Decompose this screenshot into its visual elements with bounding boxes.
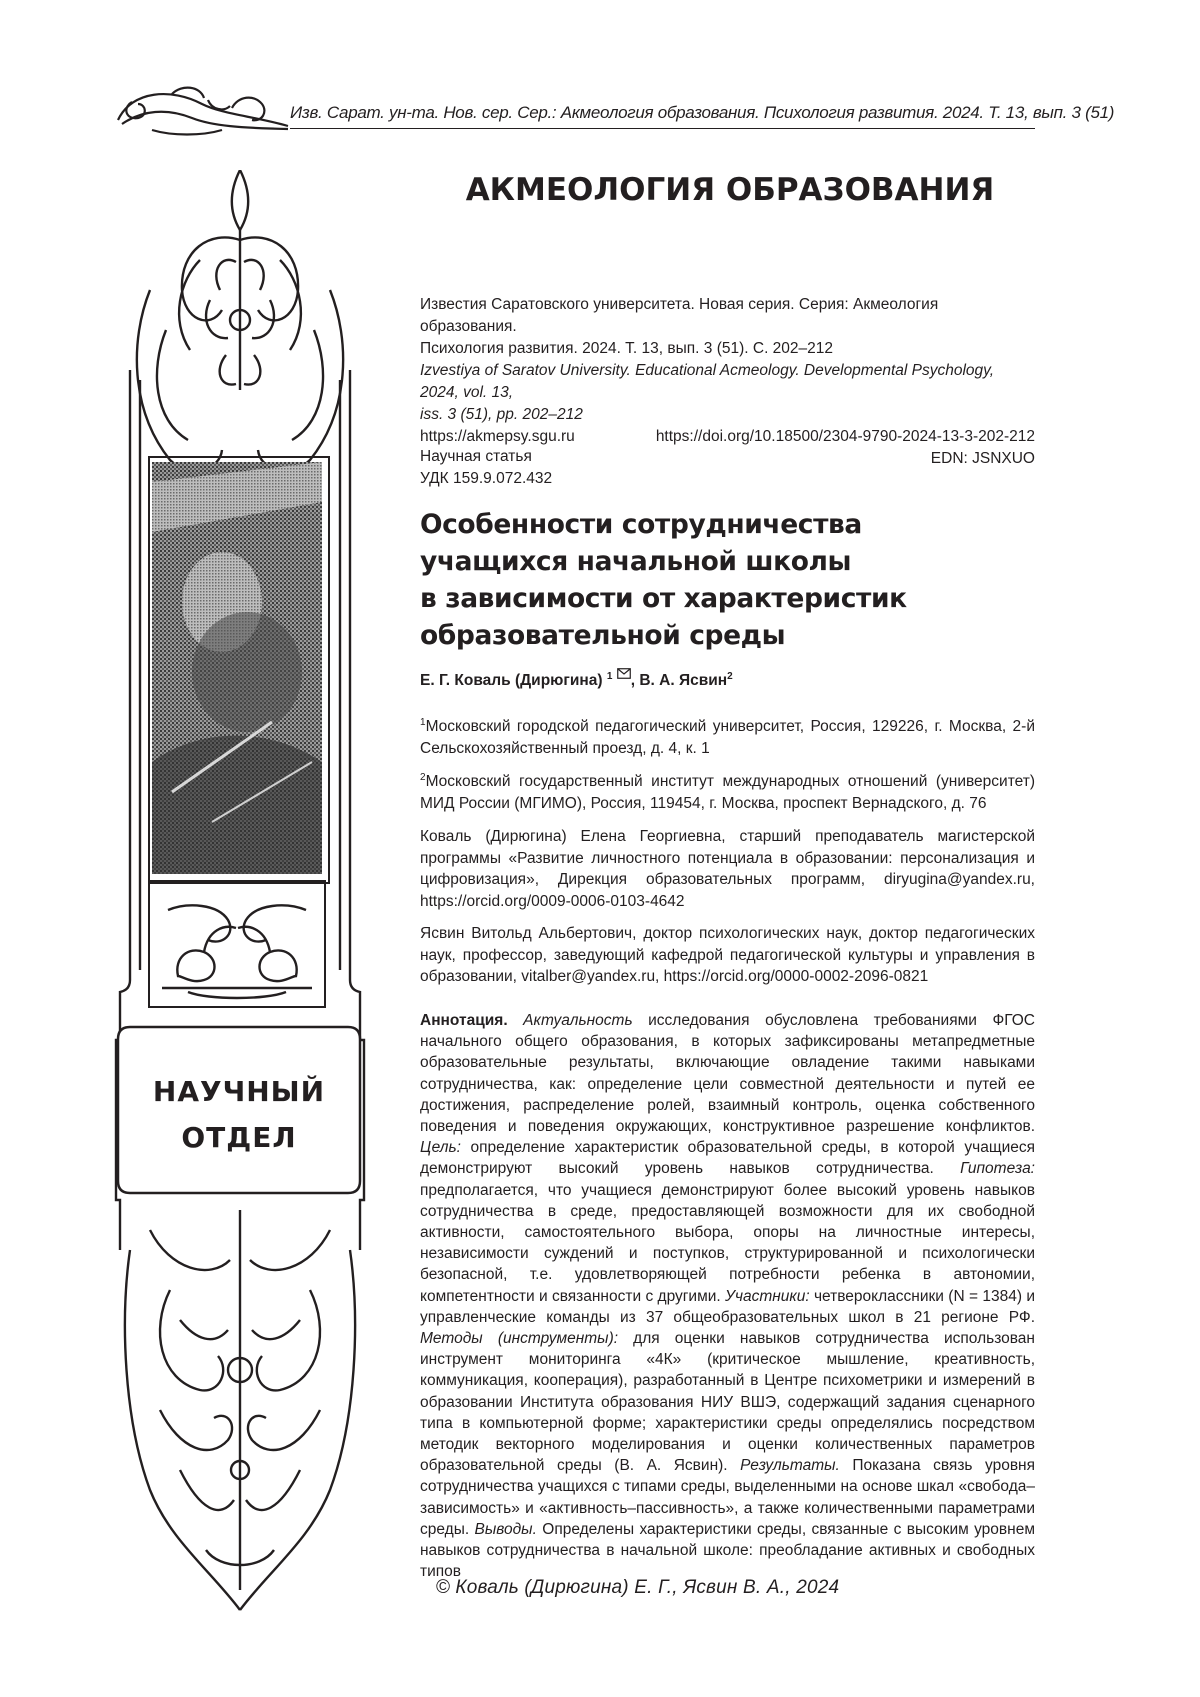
- abstract-keyword: Методы (инструменты):: [420, 1330, 619, 1348]
- abstract-label: Аннотация.: [420, 1012, 508, 1029]
- affiliation-text: Московский городской педагогический университет, Россия, 129226, г. Москва, 2-й Сельскохозяйственный проезд, д. 4, к. 1: [420, 718, 1035, 757]
- author-separator: ,: [630, 672, 640, 689]
- author-info: Ясвин Витольд Альбертович, доктор психологических наук, доктор педагогических наук, профессор, заведующий кафедрой педагогической культуры и управления в образовании, vitalber@yandex.ru, https://orcid.org/0000-0002-2096-0821: [420, 925, 1035, 985]
- small-ornament: [148, 880, 326, 1008]
- author-info: Коваль (Дирюгина) Елена Георгиевна, старший преподаватель магистерской программы «Развитие личностного потенциала в образовании: персонализация и цифровизация», Дирекция образовательных программ, diryugina@yandex.ru, https://orcid.org/0009-0006-0103-4642: [420, 828, 1035, 910]
- affiliation-sup: 1: [420, 717, 426, 728]
- running-header: Изв. Сарат. ун-та. Нов. сер. Сер.: Акмеология образования. Психология развития. 2024. Т. 13, вып. 3 (51): [290, 103, 1115, 122]
- author-sup: 1: [606, 670, 613, 682]
- abstract-text: четвероклассники (N = 1384) и управленческие команды из 37 общеобразовательных школ в 21 регионе РФ.: [420, 1287, 1035, 1326]
- department-box: [116, 1025, 362, 1195]
- classroom-photo: [152, 462, 322, 874]
- title-line: в зависимости от характеристик: [420, 583, 907, 614]
- en-citation-line: Izvestiya of Saratov University. Educational Acmeology. Developmental Psychology, 2024, vol. 13,: [420, 362, 995, 401]
- ru-citation-line: Психология развития. 2024. Т. 13, вып. 3 (51). С. 202–212: [420, 340, 834, 357]
- abstract-text: для оценки навыков сотрудничества использован инструмент мониторинга «4К» (критическое мышление, креативность, коммуникация, кооперация), разработанный в Центре психометрики и измерений в образовании Института образования НИУ ВШЭ, содержащий задания сценарного типа в компьютерной форме; характеристики среды определялись посредством методик векторного моделирования и оценки количественных параметров образовательной среды (В. А. Ясвин).: [420, 1330, 1035, 1475]
- article-type-block: [420, 446, 552, 490]
- abstract: [420, 1010, 1035, 1582]
- title-line: учащихся начальной школы: [420, 546, 852, 577]
- copyright: © Коваль (Дирюгина) Е. Г., Ясвин В. А., 2024: [435, 1577, 840, 1598]
- abstract-text: Определены характеристики среды, связанные с высоким уровнем навыков сотрудничества в начальной школе: преобладание активных и свободных типов: [420, 1520, 1035, 1581]
- abstract-text: предполагается, что учащиеся демонстрируют более высокий уровень навыков сотрудничества в среде, предоставляющей возможности для их свободной активности, самостоятельного выбора, опоры на личностные интересы, независимости суждений и поступков, структурированной и психологически безопасной, т.е. удовлетворяющей потребности ребенка в автономии, компетентности и связанности с другими.: [420, 1181, 1035, 1305]
- abstract-text: исследования обусловлена требованиями ФГОС начального общего образования, в которых зафиксированы метапредметные образовательные результаты, включающие овладение такими навыками сотрудничества, как: определение цели совместной деятельности и путей ее достижения, распределение ролей, взаимный контроль, оценка собственного поведения и поведения окружающих, конструктивное разрешение конфликтов.: [420, 1012, 1035, 1136]
- abstract-keyword: Результаты.: [740, 1457, 840, 1475]
- abstract-keyword: Участники:: [725, 1287, 810, 1305]
- envelope-icon[interactable]: [617, 668, 631, 679]
- abstract-keyword: Актуальность: [523, 1012, 633, 1029]
- abstract-text: определение характеристик образовательной среды, в которой учащиеся демонстрируют высокий уровень навыков сотрудничества.: [420, 1139, 1035, 1178]
- affiliation-sup: 2: [420, 772, 426, 783]
- affiliation: [420, 712, 1035, 759]
- edn-code: EDN: JSNXUO: [930, 450, 1035, 467]
- authors: [420, 668, 733, 690]
- header-ornament: [112, 80, 292, 140]
- abstract-keyword: Выводы.: [474, 1520, 537, 1538]
- department-label: НАУЧНЫЙ ОТДЕЛ: [152, 1075, 326, 1154]
- author-name: В. А. Ясвин: [639, 672, 728, 689]
- abstract-keyword: Цель:: [420, 1139, 461, 1157]
- udk-code: УДК 159.9.072.432: [420, 470, 553, 487]
- title-line: Особенности сотрудничества: [420, 509, 862, 540]
- doi-link[interactable]: https://doi.org/10.18500/2304-9790-2024-13-3-202-212: [655, 428, 1035, 445]
- article-title: [420, 506, 980, 654]
- affiliation: [420, 767, 1035, 814]
- author-sup: 2: [727, 670, 733, 682]
- site-link[interactable]: https://akmepsy.sgu.ru: [420, 428, 575, 445]
- author-name: Е. Г. Коваль (Дирюгина): [420, 672, 603, 689]
- en-citation-line: iss. 3 (51), pp. 202–212: [420, 406, 583, 423]
- title-line: образовательной среды: [420, 620, 786, 651]
- ru-citation-line: Известия Саратовского университета. Новая серия. Серия: Акмеология образования.: [420, 296, 939, 335]
- abstract-keyword: Гипотеза:: [960, 1160, 1035, 1178]
- affiliation-text: Московский государственный институт международных отношений (университет) МИД России (МГИМО), Россия, 119454, г. Москва, проспект Вернадского, д. 76: [420, 773, 1035, 812]
- section-title: АКМЕОЛОГИЯ ОБРАЗОВАНИЯ: [465, 172, 995, 208]
- article-type: Научная статья: [420, 448, 532, 465]
- abstract-text: Показана связь уровня сотрудничества учащихся с типами среды, выделенными на основе шкал «свобода–зависимость» и «активность–пассивность», а также количественными параметрами среды.: [420, 1457, 1036, 1538]
- citation-block: [420, 294, 1035, 470]
- header-rule: [290, 128, 1035, 129]
